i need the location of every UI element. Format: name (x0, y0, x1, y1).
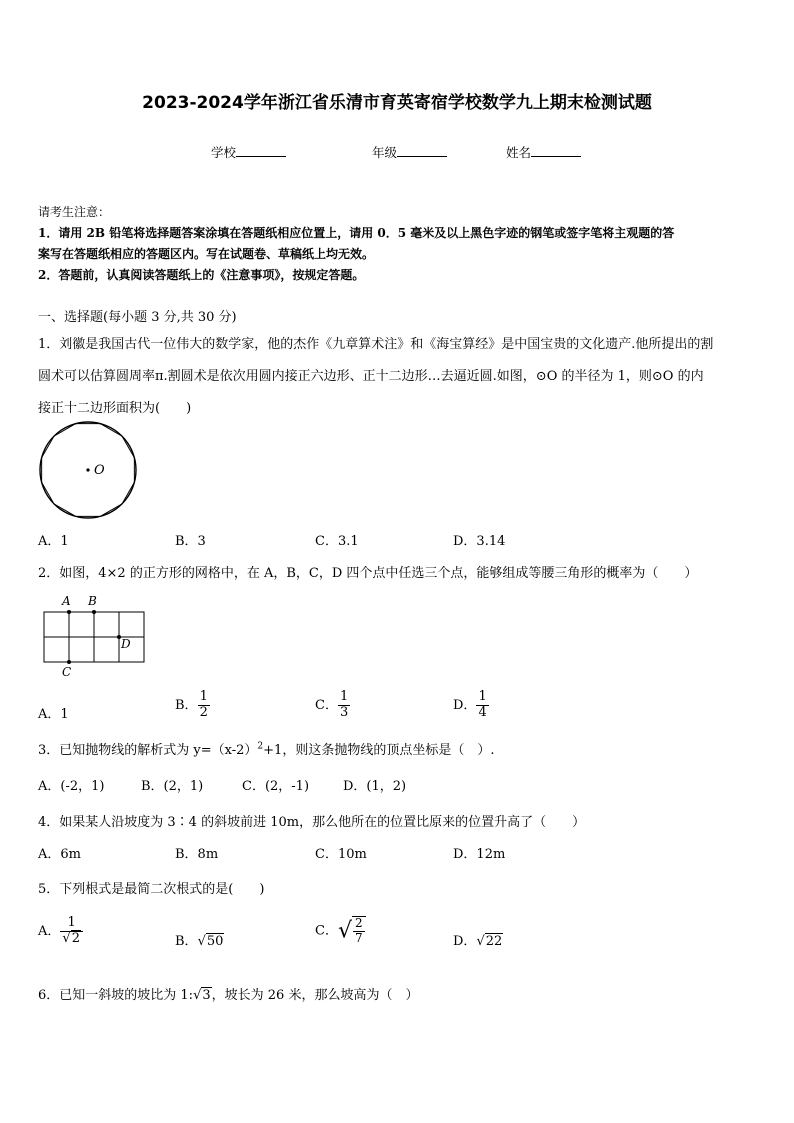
option-prefix: D． (453, 697, 477, 713)
q3-option-d[interactable]: D．(1，2) (343, 779, 407, 794)
sqrt-icon: √ (476, 934, 485, 949)
center-label: O (94, 463, 105, 478)
q3-option-a[interactable]: A．(-2，1) (38, 779, 105, 794)
notice-item1-line2: 案写在答题纸相应的答题区内。写在试题卷、草稿纸上均无效。 (38, 247, 375, 261)
fraction (198, 690, 210, 721)
radicand: 2 (71, 930, 80, 946)
q1-option-b[interactable]: B．3 (175, 534, 206, 549)
numerator: 1 (60, 916, 83, 932)
q1-dodecagon-figure (36, 418, 142, 524)
q4-text: 4．如果某人沿坡度为 3∶4 的斜坡前进 10m，那么他所在的位置比原来的位置升高了（ ） (38, 815, 586, 830)
q2-option-a[interactable]: A．1 (38, 707, 69, 722)
numerator: 1 (199, 689, 208, 704)
q1-option-a[interactable]: A．1 (38, 534, 69, 549)
sqrt-icon: √ (337, 918, 352, 944)
grade-field[interactable] (372, 142, 447, 161)
fraction (476, 690, 488, 721)
q2-text: 2．如图，4×2 的正方形的网格中，在 A，B，C，D 四个点中任选三个点，能够组成等腰三角形的概率为（ ） (38, 566, 698, 581)
q1-option-c[interactable]: C．3.1 (315, 534, 359, 549)
q3-text-pre: 3．已知抛物线的解析式为 y=（x-2） (38, 743, 258, 758)
school-field[interactable] (211, 142, 286, 161)
q3-exponent: 2 (257, 741, 264, 752)
label-c: C (62, 665, 72, 679)
numerator: 1 (339, 689, 349, 704)
school-blank[interactable] (236, 142, 286, 157)
q3-option-b[interactable]: B．(2，1) (141, 779, 204, 794)
grade-blank[interactable] (397, 142, 447, 157)
center-point (86, 468, 89, 471)
option-prefix: C． (315, 697, 338, 713)
q5-option-c[interactable] (315, 916, 366, 946)
q2-grid-figure (40, 592, 150, 680)
denominator: √2 (62, 930, 80, 946)
point-b (92, 610, 96, 614)
sqrt-icon: √ (193, 988, 202, 1003)
q6-text (38, 984, 418, 1003)
denominator: 7 (354, 930, 363, 945)
option-prefix: A． (38, 923, 61, 939)
q4-option-d[interactable]: D．12m (453, 847, 506, 862)
fraction (60, 916, 83, 947)
label-d: D (121, 637, 131, 651)
q1-option-d[interactable]: D．3.14 (453, 534, 506, 549)
q5-option-d[interactable] (453, 930, 503, 949)
q6-text-post: ，坡长为 26 米，那么坡高为（ ） (211, 988, 419, 1003)
q4-option-c[interactable]: C．10m (315, 847, 367, 862)
fraction (338, 690, 350, 721)
fraction (352, 916, 366, 946)
q3-text (38, 739, 494, 758)
q3-text-post: +1，则这条抛物线的顶点坐标是（ ）. (263, 743, 495, 758)
section-heading: 一、选择题(每小题 3 分,共 30 分) (38, 310, 237, 325)
q5-text: 5．下列根式是最简二次根式的是( ) (38, 882, 265, 897)
page-title: 2023-2024学年浙江省乐清市育英寄宿学校数学九上期末检测试题 (142, 93, 652, 113)
grade-label: 年级 (372, 145, 398, 160)
point-a (67, 610, 71, 614)
denominator: 4 (478, 704, 487, 720)
q4-option-a[interactable]: A．6m (38, 847, 81, 862)
q3-option-c[interactable]: C．(2，-1) (242, 779, 310, 794)
numerator: 2 (354, 916, 363, 930)
school-label: 学校 (211, 145, 237, 160)
q1-line2: 圆术可以估算圆周率π.割圆术是依次用圆内接正六边形、正十二边形…去逼近圆.如图，⊙O 的半径为 1，则⊙O 的内 (38, 369, 704, 384)
radicand: 50 (206, 934, 224, 949)
option-prefix: B． (175, 697, 198, 713)
q5-option-a[interactable] (38, 916, 83, 947)
sqrt-icon: √ (197, 934, 206, 949)
option-prefix: C． (315, 923, 338, 939)
name-field[interactable] (506, 142, 581, 161)
q1-line1: 1．刘徽是我国古代一位伟大的数学家，他的杰作《九章算术注》和《海宝算经》是中国宝贵的文化遗产.他所提出的割 (38, 337, 714, 352)
name-label: 姓名 (506, 145, 532, 160)
radicand: 3 (202, 988, 211, 1003)
option-prefix: D． (453, 934, 477, 949)
point-c (67, 660, 71, 664)
q1-line3: 接正十二边形面积为( ) (38, 401, 192, 416)
notice-heading: 请考生注意： (38, 205, 111, 219)
denominator: 2 (199, 704, 208, 720)
radicand: 22 (485, 934, 503, 949)
numerator: 1 (478, 689, 487, 704)
q2-option-b[interactable] (175, 690, 210, 721)
q2-option-c[interactable] (315, 690, 350, 721)
q6-text-pre: 6．已知一斜坡的坡比为 1: (38, 988, 194, 1003)
denominator: 3 (339, 704, 349, 720)
q5-option-b[interactable] (175, 930, 224, 949)
q4-option-b[interactable]: B．8m (175, 847, 219, 862)
option-prefix: B． (175, 934, 198, 949)
name-blank[interactable] (531, 142, 581, 157)
notice-item2: 2．答题前，认真阅读答题纸上的《注意事项》，按规定答题。 (38, 268, 365, 282)
notice-item1-line1: 1．请用 2B 铅笔将选择题答案涂填在答题纸相应位置上，请用 0．5 毫米及以上黑色字迹的钢笔或签字笔将主观题的答 (38, 226, 675, 240)
label-b: B (88, 594, 97, 608)
q2-option-d[interactable] (453, 690, 489, 721)
label-a: A (62, 594, 71, 608)
